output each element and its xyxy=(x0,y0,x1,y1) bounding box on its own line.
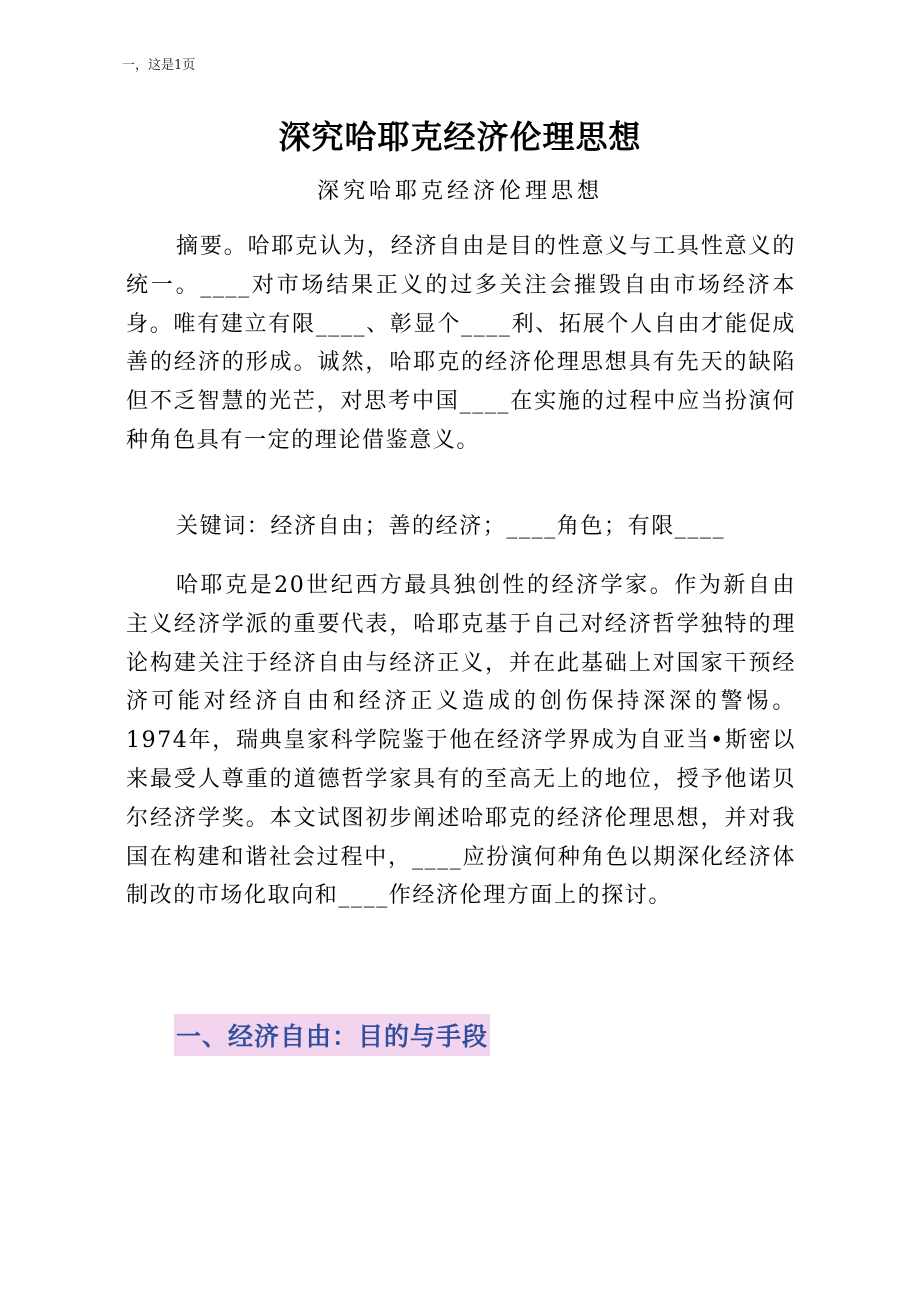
section-heading: 一、经济自由：目的与手段 xyxy=(174,1014,490,1056)
page-title: 深究哈耶克经济伦理思想 xyxy=(278,118,642,156)
keywords-paragraph: 关键词：经济自由；善的经济；____角色；有限____ xyxy=(176,514,726,539)
page-note: 一，这是1页 xyxy=(122,58,196,73)
abstract-paragraph: 摘要。哈耶克认为，经济自由是目的性意义与工具性意义的统一。____对市场结果正义的过多关注会摧毁自由市场经济本身。唯有建立有限____、彰显个____利、拓展个人自由才能促成善的经济的形成。诚然，哈耶克的经济伦理思想具有先天的缺陷但不乏智慧的光芒，对思考中国____在实施的过程中应当扮演何种角色具有一定的理论借鉴意义。 xyxy=(126,234,796,453)
page-subtitle: 深究哈耶克经济伦理思想 xyxy=(316,179,603,204)
body-paragraph: 哈耶克是20世纪西方最具独创性的经济学家。作为新自由主义经济学派的重要代表，哈耶克基于自己对经济哲学独特的理论构建关注于经济自由与经济正义，并在此基础上对国家干预经济可能对经济自由和经济正义造成的创伤保持深深的警惕。1974年，瑞典皇家科学院鉴于他在经济学界成为自亚当•斯密以来最受人尊重的道德哲学家具有的至高无上的地位，授予他诺贝尔经济学奖。本文试图初步阐述哈耶克的经济伦理思想，并对我国在构建和谐社会过程中，____应扮演何种角色以期深化经济体制改的市场化取向和____作经济伦理方面上的探讨。 xyxy=(126,573,796,909)
